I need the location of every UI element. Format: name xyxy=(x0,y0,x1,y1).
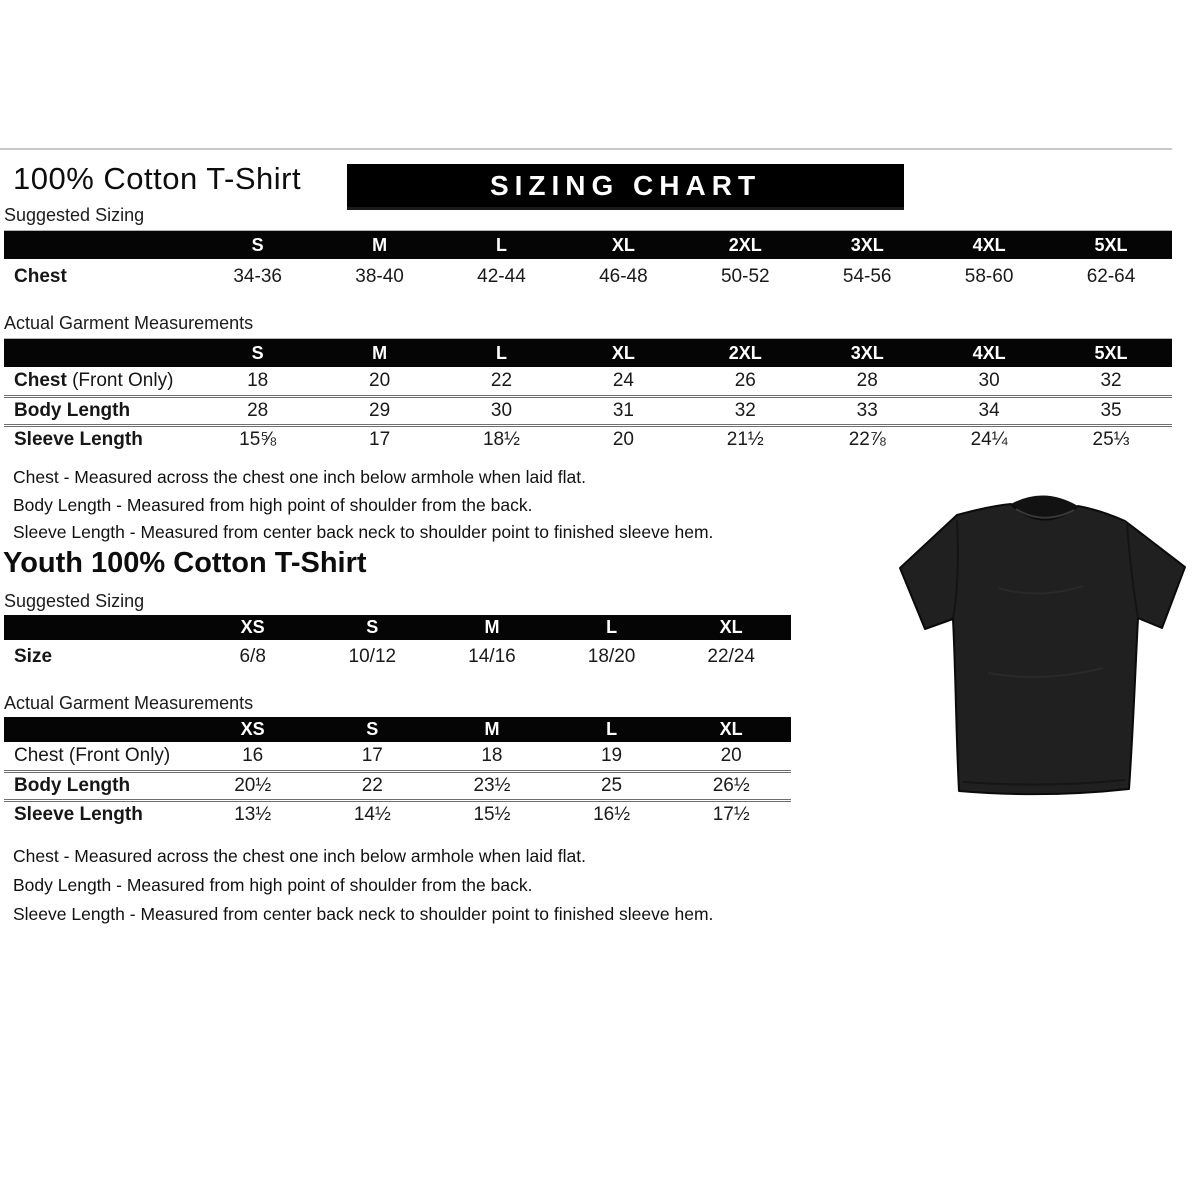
size-column-header: 2XL xyxy=(684,339,806,367)
row-label: Size xyxy=(14,645,53,667)
header-spacer-cell xyxy=(4,339,197,367)
adult-measurement-notes xyxy=(13,464,713,547)
measurement-value-cell: 20 xyxy=(369,369,391,391)
size-column-header: 4XL xyxy=(928,231,1050,259)
youth-suggested-sizing-table xyxy=(4,615,791,673)
youth-suggested-sizing-label: Suggested Sizing xyxy=(4,591,791,618)
measurement-value-cell: 14/16 xyxy=(468,645,516,667)
size-column-header: S xyxy=(313,615,433,640)
measurement-value-cell: 17 xyxy=(361,744,383,766)
measurement-row xyxy=(4,640,791,673)
size-column-header: M xyxy=(432,615,552,640)
measurement-value-cell: 20 xyxy=(562,425,684,454)
measurement-value-cell: 28 xyxy=(856,369,878,391)
measurement-value-cell: 26 xyxy=(734,369,756,391)
measurement-value-cell: 18 xyxy=(247,369,269,391)
measurement-value-cell: 18 xyxy=(481,744,503,766)
measurement-value-cell: 50-52 xyxy=(720,265,770,287)
measurement-value-cell: 21½ xyxy=(684,425,806,454)
measurement-row xyxy=(4,800,791,829)
size-column-header: S xyxy=(197,339,319,367)
measurement-value-cell: 6/8 xyxy=(239,645,266,667)
measurement-value-cell: 30 xyxy=(978,369,1000,391)
size-column-header: M xyxy=(319,339,441,367)
measurement-value-cell: 15⅝ xyxy=(197,425,319,454)
size-column-header: XL xyxy=(562,339,684,367)
measurement-value-cell: 35 xyxy=(1050,396,1172,425)
header-row xyxy=(4,231,1172,259)
row-label: Sleeve Length xyxy=(4,425,197,454)
sizing-chart-banner xyxy=(347,164,904,210)
measurement-value-cell: 16½ xyxy=(552,800,672,829)
measurement-value-cell: 23½ xyxy=(432,771,552,800)
size-column-header: 4XL xyxy=(928,339,1050,367)
measurement-value-cell: 26½ xyxy=(671,771,791,800)
measurement-note-line: Body Length - Measured from high point of shoulder from the back. xyxy=(13,875,533,895)
tshirt-body xyxy=(900,504,1185,794)
youth-measurement-notes xyxy=(13,842,713,929)
measurement-value-cell: 16 xyxy=(242,744,264,766)
size-column-header: L xyxy=(552,615,672,640)
size-column-header: 3XL xyxy=(806,339,928,367)
size-column-header: M xyxy=(432,717,552,742)
measurement-row xyxy=(4,367,1172,396)
measurement-value-cell: 32 xyxy=(1100,369,1122,391)
size-column-header: XL xyxy=(562,231,684,259)
size-column-header: L xyxy=(552,717,672,742)
measurement-value-cell: 18/20 xyxy=(587,645,636,667)
row-label: Body Length xyxy=(4,771,193,800)
youth-section-title: Youth 100% Cotton T-Shirt xyxy=(3,547,367,579)
size-column-header: L xyxy=(441,231,563,259)
header-row xyxy=(4,615,791,640)
top-divider-line xyxy=(0,148,1172,150)
sizing-chart-banner-title: SIZING CHART xyxy=(489,169,762,201)
measurement-row xyxy=(4,771,791,800)
size-column-header: XL xyxy=(671,717,791,742)
measurement-value-cell: 54-56 xyxy=(842,265,892,287)
measurement-value-cell: 17½ xyxy=(671,800,791,829)
adult-suggested-sizing-table xyxy=(4,231,1172,294)
header-spacer-cell xyxy=(4,615,193,640)
size-column-header: 2XL xyxy=(684,231,806,259)
measurement-value-cell: 19 xyxy=(600,744,623,766)
size-column-header: 5XL xyxy=(1050,231,1172,259)
header-spacer-cell xyxy=(4,231,197,259)
measurement-value-cell: 18½ xyxy=(441,425,563,454)
measurement-value-cell: 15½ xyxy=(432,800,552,829)
measurement-value-cell: 20 xyxy=(720,744,742,766)
adult-garment-measurements-table xyxy=(4,339,1172,454)
measurement-note-line: Sleeve Length - Measured from center back neck to shoulder point to finished sleeve hem. xyxy=(13,904,714,924)
size-column-header: XL xyxy=(671,615,791,640)
adult-garment-measurements-label: Actual Garment Measurements xyxy=(4,313,1172,340)
measurement-value-cell: 24 xyxy=(612,369,634,391)
header-spacer-cell xyxy=(4,717,193,742)
measurement-value-cell: 14½ xyxy=(313,800,433,829)
row-label: Chest (Front Only) xyxy=(14,744,171,766)
size-column-header: M xyxy=(319,231,441,259)
measurement-value-cell: 46-48 xyxy=(599,265,648,287)
size-column-header: XS xyxy=(193,615,313,640)
measurement-value-cell: 42-44 xyxy=(477,265,526,287)
measurement-value-cell: 25⅓ xyxy=(1050,425,1172,454)
measurement-value-cell: 10/12 xyxy=(348,645,397,667)
youth-garment-measurements-label: Actual Garment Measurements xyxy=(4,693,791,720)
page-title: 100% Cotton T-Shirt xyxy=(13,161,302,196)
measurement-value-cell: 20½ xyxy=(193,771,313,800)
measurement-row xyxy=(4,742,791,771)
youth-garment-measurements-table xyxy=(4,717,791,829)
measurement-value-cell: 29 xyxy=(319,396,441,425)
measurement-value-cell: 22/24 xyxy=(707,645,755,667)
measurement-value-cell: 13½ xyxy=(193,800,313,829)
measurement-value-cell: 24¼ xyxy=(928,425,1050,454)
measurement-row xyxy=(4,396,1172,425)
measurement-value-cell: 34-36 xyxy=(233,265,282,287)
size-column-header: S xyxy=(197,231,319,259)
size-column-header: 3XL xyxy=(806,231,928,259)
measurement-note-line: Sleeve Length - Measured from center back neck to shoulder point to finished sleeve hem. xyxy=(13,522,714,542)
measurement-note-line: Chest - Measured across the chest one inch below armhole when laid flat. xyxy=(13,846,586,866)
measurement-value-cell: 33 xyxy=(806,396,928,425)
row-label: Sleeve Length xyxy=(4,800,193,829)
size-column-header: 5XL xyxy=(1050,339,1172,367)
measurement-row xyxy=(4,259,1172,294)
header-row xyxy=(4,717,791,742)
row-label: Chest (Front Only) xyxy=(14,369,174,391)
measurement-note-line: Chest - Measured across the chest one inch below armhole when laid flat. xyxy=(13,467,586,487)
measurement-value-cell: 30 xyxy=(441,396,563,425)
measurement-value-cell: 58-60 xyxy=(964,265,1014,287)
measurement-value-cell: 31 xyxy=(562,396,684,425)
measurement-value-cell: 22 xyxy=(490,369,513,391)
measurement-value-cell: 28 xyxy=(197,396,319,425)
header-row xyxy=(4,339,1172,367)
measurement-row xyxy=(4,425,1172,454)
measurement-value-cell: 22⅞ xyxy=(806,425,928,454)
measurement-value-cell: 62-64 xyxy=(1086,265,1136,287)
measurement-value-cell: 38-40 xyxy=(355,265,404,287)
measurement-value-cell: 25 xyxy=(552,771,672,800)
black-tshirt-image xyxy=(878,468,1200,832)
size-column-header: S xyxy=(313,717,433,742)
adult-suggested-sizing-label: Suggested Sizing xyxy=(4,205,1172,232)
measurement-value-cell: 34 xyxy=(928,396,1050,425)
row-label: Body Length xyxy=(4,396,197,425)
size-column-header: L xyxy=(441,339,563,367)
row-label: Chest xyxy=(14,265,67,287)
measurement-value-cell: 22 xyxy=(313,771,433,800)
size-column-header: XS xyxy=(193,717,313,742)
measurement-value-cell: 32 xyxy=(684,396,806,425)
measurement-note-line: Body Length - Measured from high point of shoulder from the back. xyxy=(13,494,533,515)
measurement-value-cell: 17 xyxy=(319,425,441,454)
